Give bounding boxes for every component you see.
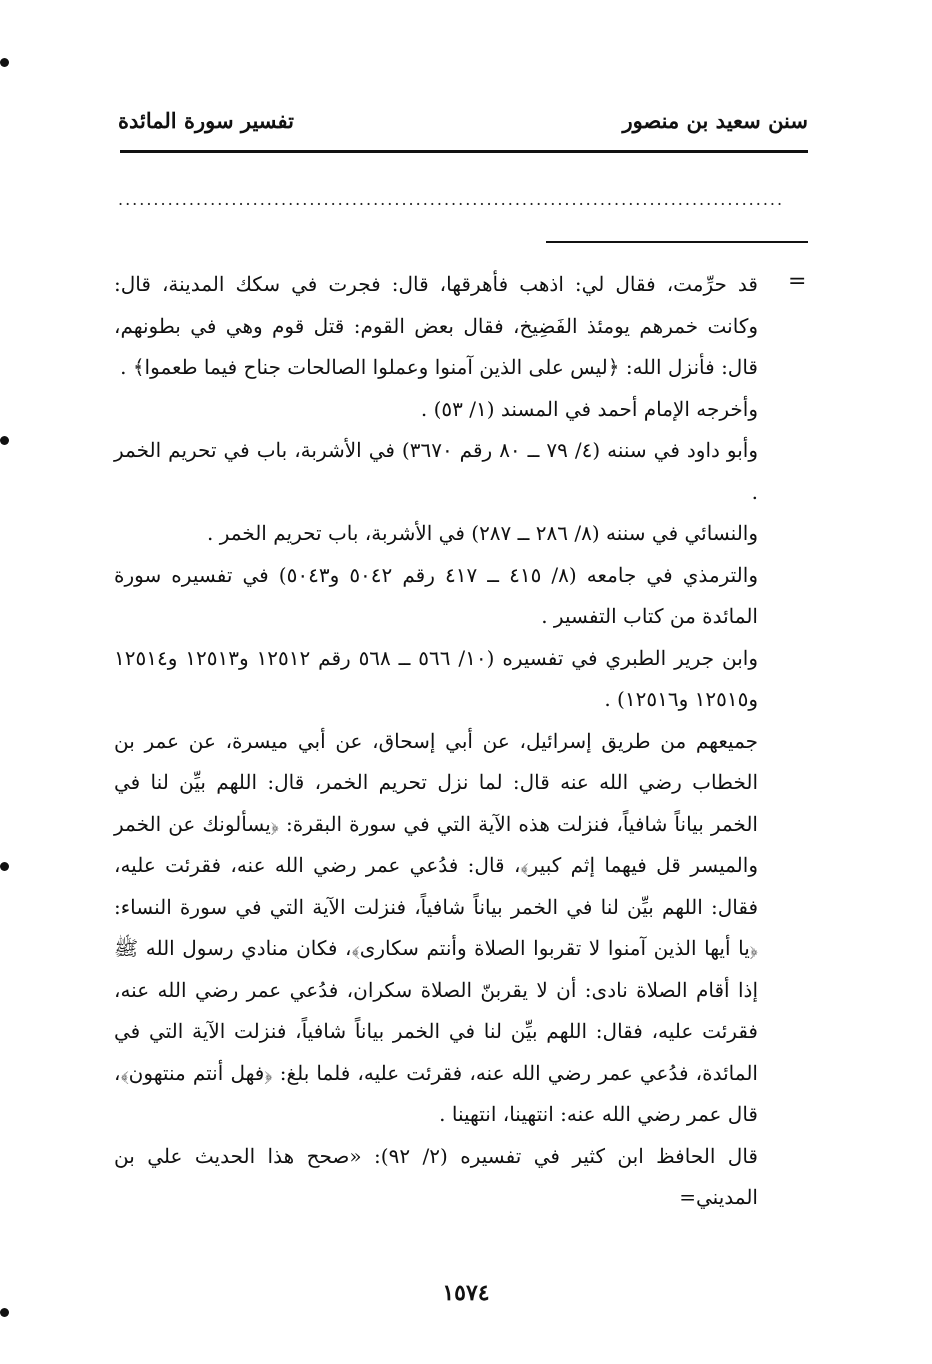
paragraph: والنسائي في سننه (٨/ ٢٨٦ ــ ٢٨٧) في الأشربة، باب تحريم الخمر . [206, 521, 758, 545]
dotted-separator: .............................................................................................. [118, 190, 785, 209]
footnote-text [114, 264, 758, 1219]
continuation-mark: = [788, 269, 807, 294]
scan-edge-mark [0, 436, 9, 445]
header-rule [120, 150, 808, 153]
paragraph: قد حرِّمت، فقال لي: اذهب فأهرقها، قال: فجرت في سكك المدينة، قال: وكانت خمرهم يومئذ الفَضِيخ، فقال بعض القوم: قتل قوم وهي في بطونهم، قال: فأنزل الله: ﴿ليس على الذين آمنوا وعملوا الصالحات جناح فيما طعموا﴾ . [114, 272, 758, 379]
scan-edge-mark [0, 1308, 9, 1317]
running-header [118, 108, 808, 142]
paragraph: قال الحافظ ابن كثير في تفسيره (٢/ ٩٢): «صحح هذا الحديث علي بن المديني= [114, 1143, 758, 1209]
paragraph: وأبو داود في سننه (٤/ ٧٩ ــ ٨٠ رقم ٣٦٧٠) في الأشربة، باب في تحريم الخمر . [114, 438, 759, 504]
paragraph: والترمذي في جامعه (٨/ ٤١٥ ــ ٤١٧ رقم ٥٠٤٢ و٥٠٤٣) في تفسيره سورة المائدة من كتاب التفسير . [114, 562, 758, 628]
paragraph: وابن جرير الطبري في تفسيره (١٠/ ٥٦٦ ــ ٥٦٨ رقم ١٢٥١٢ و١٢٥١٣ و١٢٥١٤ و١٢٥١٥ و١٢٥١٦) . [114, 645, 758, 711]
page-number: ١٥٧٤ [442, 1280, 490, 1306]
book-title: سنن سعيد بن منصور [622, 108, 808, 133]
paragraph: وأخرجه الإمام أحمد في المسند (١/ ٥٣) . [420, 396, 758, 421]
scan-edge-mark [0, 862, 9, 871]
paragraph: جميعهم من طريق إسرائيل، عن أبي إسحاق، عن أبي ميسرة، عن عمر بن الخطاب رضي الله عنه قال: لما نزل تحريم الخمر، قال: اللهم بيِّن لنا في الخمر بياناً شافياً، فنزلت هذه الآية التي في سورة البقرة: ﴿يسألونك عن الخمر والميسر قل فيهما إثم كبير﴾، قال: فدُعي عمر رضي الله عنه، فقرئت عليه، فقال: اللهم بيِّن لنا في الخمر بياناً شافياً، فنزلت الآية التي في سورة النساء: ﴿يا أيها الذين آمنوا لا تقربوا الصلاة وأنتم سكارى﴾، فكان منادي رسول الله ﷺ إذا أقام الصلاة نادى: أن لا يقربنّ الصلاة سكران، فدُعي عمر رضي الله عنه، فقرئت عليه، فقال: اللهم بيِّن لنا في الخمر بياناً شافياً، فنزلت الآية التي في المائدة، فدُعي عمر رضي الله عنه، فقرئت عليه، فلما بلغ: ﴿فهل أنتم منتهون﴾، قال عمر رضي الله عنه: انتهينا، انتهينا . [114, 728, 759, 1126]
footnote-rule [546, 241, 808, 243]
chapter-title: تفسير سورة المائدة [118, 108, 294, 133]
scan-edge-mark [0, 58, 9, 67]
